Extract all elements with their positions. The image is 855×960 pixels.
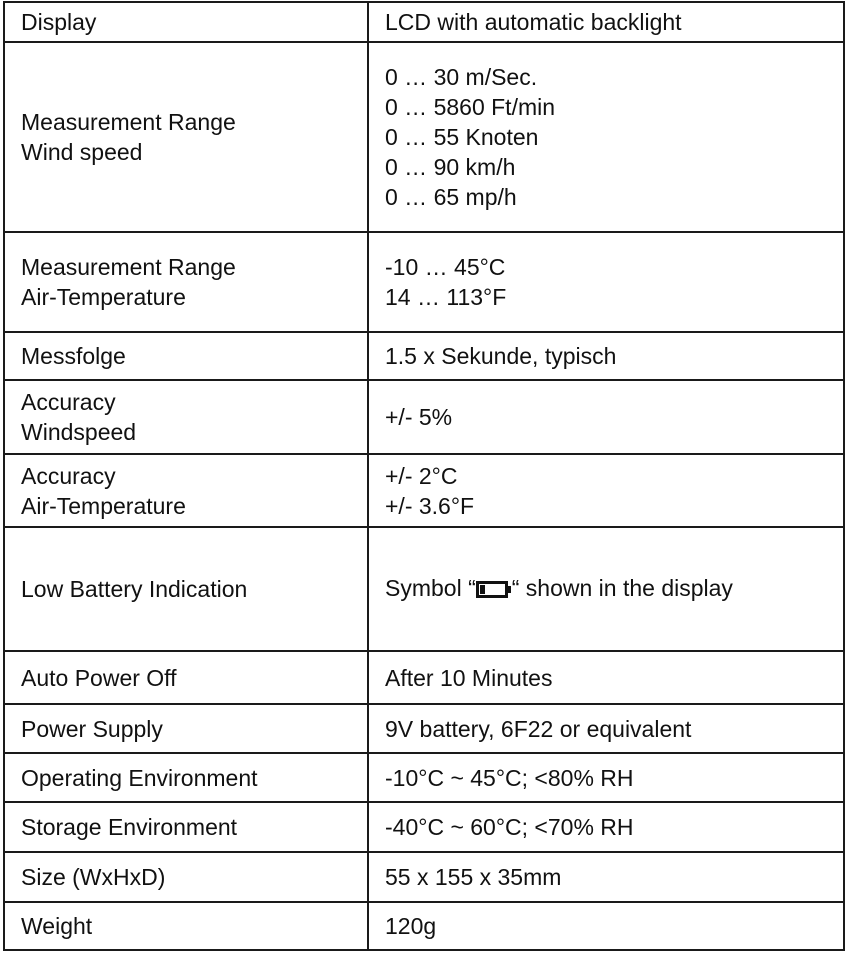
spec-value-line: -10°C ~ 45°C; <80% RH (385, 764, 634, 791)
spec-row-size (4, 852, 844, 902)
spec-value (368, 42, 844, 232)
spec-value (368, 704, 844, 753)
spec-value (368, 380, 844, 454)
spec-label (4, 42, 368, 232)
spec-label-line: Display (21, 9, 97, 35)
spec-value-line: 0 … 55 Knoten (385, 124, 539, 150)
spec-label-line: Low Battery Indication (21, 576, 248, 602)
spec-value-line: 1.5 x Sekunde, typisch (385, 343, 617, 369)
spec-label (4, 802, 368, 852)
spec-value (368, 852, 844, 902)
spec-value-line: 0 … 5860 Ft/min (385, 94, 556, 120)
spec-value-line: 0 … 30 m/Sec. (385, 64, 538, 90)
spec-label-line: Measurement Range (21, 254, 236, 280)
spec-label-line: Windspeed (21, 419, 137, 445)
spec-value (368, 2, 844, 42)
spec-value (368, 902, 844, 950)
spec-row-accuracy-air-temperature (4, 454, 844, 527)
spec-row-accuracy-windspeed (4, 380, 844, 454)
spec-value (368, 753, 844, 802)
specification-table (3, 1, 845, 951)
spec-label-line: Power Supply (21, 715, 163, 742)
spec-label-line: Wind speed (21, 139, 143, 165)
spec-value-line: 0 … 65 mp/h (385, 184, 517, 210)
spec-value-line: 120g (385, 913, 437, 939)
spec-value-suffix: “ shown in the display (511, 575, 733, 602)
spec-label-line: Messfolge (21, 343, 126, 369)
spec-label (4, 454, 368, 527)
spec-label (4, 651, 368, 704)
spec-value-line: -40°C ~ 60°C; <70% RH (385, 814, 634, 840)
spec-value-line: +/- 3.6°F (385, 492, 475, 519)
spec-label (4, 2, 368, 42)
spec-label (4, 902, 368, 950)
spec-label (4, 232, 368, 332)
spec-label-line: Auto Power Off (21, 664, 177, 691)
spec-row-operating-environment (4, 753, 844, 802)
spec-label-line: Accuracy (21, 462, 116, 489)
spec-value-line (385, 573, 843, 605)
spec-row-low-battery-indication (4, 527, 844, 651)
spec-value-line: 9V battery, 6F22 or equivalent (385, 715, 692, 742)
spec-value (368, 332, 844, 380)
spec-value-line: LCD with automatic backlight (385, 9, 682, 35)
spec-value-line: +/- 2°C (385, 462, 458, 489)
spec-value (368, 527, 844, 651)
spec-row-power-supply (4, 704, 844, 753)
spec-row-messfolge (4, 332, 844, 380)
spec-value-line: 55 x 155 x 35mm (385, 864, 562, 890)
spec-value-line: -10 … 45°C (385, 254, 506, 280)
spec-row-air-temperature-range (4, 232, 844, 332)
spec-label (4, 852, 368, 902)
spec-label-line: Air-Temperature (21, 284, 186, 310)
spec-label-line: Air-Temperature (21, 492, 186, 519)
spec-label-line: Weight (21, 913, 93, 939)
spec-label-line: Storage Environment (21, 814, 238, 840)
spec-value (368, 454, 844, 527)
spec-label-line: Measurement Range (21, 109, 236, 135)
spec-value-line: +/- 5% (385, 404, 453, 430)
spec-value (368, 802, 844, 852)
spec-value-line: 0 … 90 km/h (385, 154, 516, 180)
spec-value (368, 232, 844, 332)
spec-label (4, 753, 368, 802)
spec-row-display (4, 2, 844, 42)
spec-label-line: Accuracy (21, 389, 116, 415)
spec-label (4, 527, 368, 651)
spec-label-line: Operating Environment (21, 764, 258, 791)
spec-row-weight (4, 902, 844, 950)
spec-row-wind-speed-range (4, 42, 844, 232)
spec-label (4, 332, 368, 380)
spec-value (368, 651, 844, 704)
spec-label-line: Size (WxHxD) (21, 864, 166, 890)
spec-row-storage-environment (4, 802, 844, 852)
spec-label (4, 704, 368, 753)
spec-row-auto-power-off (4, 651, 844, 704)
battery-low-icon (476, 573, 512, 603)
spec-value-line: After 10 Minutes (385, 664, 553, 691)
spec-value-line: 14 … 113°F (385, 284, 507, 310)
spec-label (4, 380, 368, 454)
spec-value-prefix: Symbol “ (385, 575, 476, 602)
